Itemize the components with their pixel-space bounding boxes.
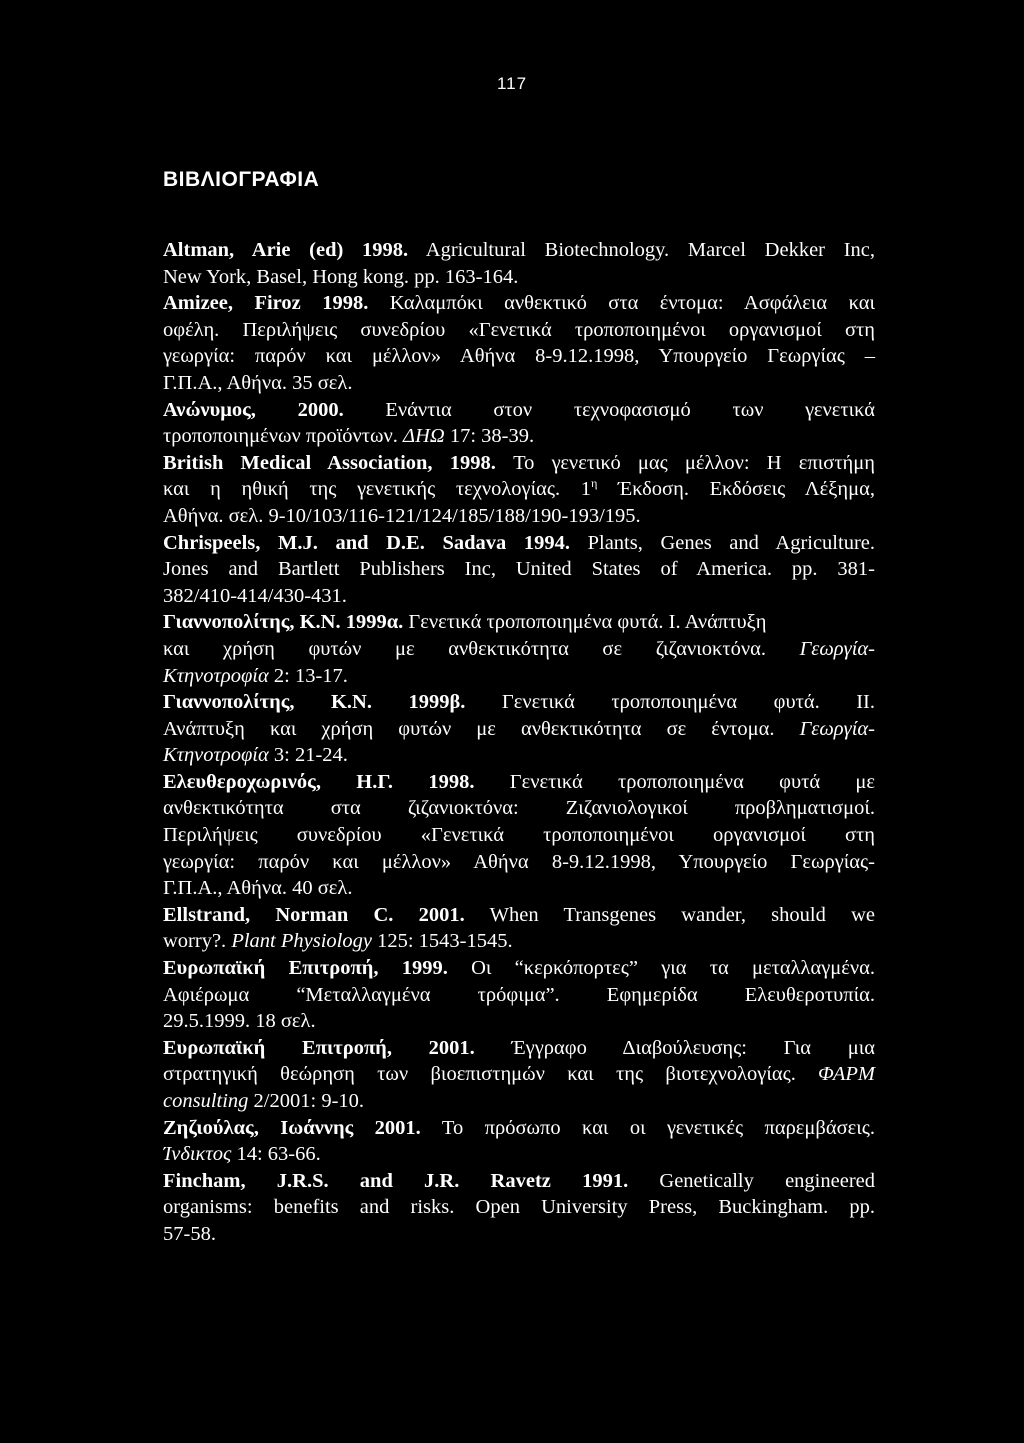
reference-text: η bbox=[591, 476, 598, 491]
reference-line bbox=[163, 476, 875, 503]
reference-text: οφέλη. Περιλήψεις συνεδρίου «Γενετικά τροποποιημένοι οργανισμοί στη bbox=[163, 318, 875, 341]
page-number: 117 bbox=[496, 74, 528, 93]
reference-list bbox=[163, 237, 875, 1248]
reference-line bbox=[163, 769, 875, 796]
reference-line bbox=[163, 822, 875, 849]
reference-text: 2: 13-17. bbox=[268, 664, 348, 687]
reference-entry bbox=[163, 609, 875, 689]
reference-text: Γ.Π.Α., Αθήνα. 40 σελ. bbox=[163, 877, 353, 900]
reference-text: Αθήνα. σελ. 9-10/103/116-121/124/185/188/190-193/195. bbox=[163, 504, 641, 527]
reference-author: British Medical Association, 1998. bbox=[163, 451, 496, 474]
reference-author: Chrispeels, M.J. and D.E. Sadava 1994. bbox=[163, 531, 570, 554]
reference-text: 29.5.1999. 18 σελ. bbox=[163, 1010, 316, 1033]
reference-entry bbox=[163, 902, 875, 955]
reference-author: Altman, Arie (ed) 1998. bbox=[163, 239, 409, 261]
reference-entry bbox=[163, 397, 875, 450]
reference-source: ΦΑΡΜ bbox=[818, 1063, 875, 1086]
reference-text: Περιλήψεις συνεδρίου «Γενετικά τροποποιημένοι οργανισμοί στη bbox=[163, 824, 875, 847]
reference-author: Ελευθεροχωρινός, Η.Γ. 1998. bbox=[163, 770, 475, 793]
reference-line bbox=[163, 317, 875, 344]
reference-line bbox=[163, 450, 875, 477]
reference-source: Ίνδικτος bbox=[163, 1143, 232, 1166]
reference-line bbox=[163, 530, 875, 557]
reference-line bbox=[163, 1221, 875, 1248]
reference-text: Αφιέρωμα “Μεταλλαγμένα τρόφιμα”. Εφημερίδα Ελευθεροτυπία. bbox=[163, 983, 875, 1006]
reference-text: 14: 63-66. bbox=[231, 1143, 321, 1166]
reference-source: Γεωργία- bbox=[799, 637, 875, 660]
reference-author: Ellstrand, Norman C. 2001. bbox=[163, 903, 465, 926]
reference-text: Το πρόσωπο και οι γενετικές παρεμβάσεις. bbox=[420, 1116, 875, 1139]
reference-line bbox=[163, 556, 875, 583]
reference-entry bbox=[163, 955, 875, 1035]
reference-text: γεωργία: παρόν και μέλλον» Αθήνα 8-9.12.1998, Υπουργείο Γεωργίας – bbox=[163, 345, 875, 368]
reference-line bbox=[163, 423, 875, 450]
reference-line bbox=[163, 397, 875, 424]
reference-text: και χρήση φυτών με ανθεκτικότητα σε ζιζανιοκτόνα. bbox=[163, 637, 800, 660]
reference-entry bbox=[163, 290, 875, 396]
reference-text: Genetically engineered bbox=[628, 1169, 875, 1192]
reference-text: Jones and Bartlett Publishers Inc, United States of America. pp. 381- bbox=[163, 558, 875, 581]
reference-text: τροποποιημένων προϊόντων. bbox=[163, 425, 404, 448]
reference-entry bbox=[163, 450, 875, 530]
reference-text: Γενετικά τροποποιημένα φυτά. ΙΙ. bbox=[465, 691, 876, 714]
reference-source: Κτηνοτροφία bbox=[163, 744, 269, 767]
reference-text: Το γενετικό μας μέλλον: Η επιστήμη bbox=[495, 451, 875, 474]
reference-line bbox=[163, 1088, 875, 1115]
reference-line bbox=[163, 1168, 875, 1195]
reference-line bbox=[163, 1035, 875, 1062]
reference-text: 17: 38-39. bbox=[444, 425, 535, 448]
reference-text: When Transgenes wander, should we bbox=[464, 903, 875, 926]
reference-text: Ενάντια στον τεχνοφασισμό των γενετικά bbox=[343, 398, 876, 421]
reference-text: New York, Basel, Hong kong. pp. 163-164. bbox=[163, 265, 519, 288]
reference-text: 3: 21-24. bbox=[268, 744, 348, 767]
reference-line bbox=[163, 795, 875, 822]
reference-line bbox=[163, 716, 875, 743]
reference-author: Ευρωπαϊκή Επιτροπή, 2001. bbox=[163, 1036, 475, 1059]
reference-text: Plants, Genes and Agriculture. bbox=[570, 531, 876, 554]
reference-text: 2/2001: 9-10. bbox=[248, 1090, 365, 1112]
reference-text: Έκδοση. Εκδόσεις Λέξημα, bbox=[597, 478, 875, 501]
reference-source: ΔΗΩ bbox=[403, 425, 445, 448]
reference-line bbox=[163, 1008, 875, 1035]
reference-entry bbox=[163, 1115, 875, 1168]
reference-author: Ζηζιούλας, Ιωάννης 2001. bbox=[163, 1116, 421, 1139]
reference-text: Γενετικά τροποποιημένα φυτά. Ι. Ανάπτυξη bbox=[403, 611, 767, 634]
reference-source: consulting bbox=[163, 1090, 249, 1112]
reference-text: Ανάπτυξη και χρήση φυτών με ανθεκτικότητα σε έντομα. bbox=[163, 717, 800, 740]
reference-line bbox=[163, 1061, 875, 1088]
reference-author: Γιαννοπολίτης, Κ.Ν. 1999β. bbox=[163, 691, 466, 714]
reference-author: Γιαννοπολίτης, Κ.Ν. 1999α. bbox=[163, 611, 404, 634]
reference-text: Γενετικά τροποποιημένα φυτά με bbox=[474, 770, 875, 793]
reference-entry bbox=[163, 769, 875, 902]
reference-line bbox=[163, 955, 875, 982]
reference-line bbox=[163, 503, 875, 530]
reference-text: στρατηγική θεώρηση των βιοεπιστημών και της βιοτεχνολογίας. bbox=[163, 1063, 819, 1086]
reference-text: Agricultural Biotechnology. Marcel Dekker Inc, bbox=[408, 239, 876, 261]
reference-line bbox=[163, 663, 875, 690]
reference-line bbox=[163, 609, 875, 636]
reference-line bbox=[163, 742, 875, 769]
reference-line bbox=[163, 583, 875, 610]
reference-text: Έγγραφο Διαβούλευσης: Για μια bbox=[474, 1036, 875, 1059]
reference-text: 57-58. bbox=[163, 1222, 216, 1245]
reference-line bbox=[163, 1194, 875, 1221]
reference-entry bbox=[163, 237, 875, 290]
reference-text: ανθεκτικότητα στα ζιζανιοκτόνα: Ζιζανιολογικοί προβληματισμοί. bbox=[163, 797, 875, 820]
reference-entry bbox=[163, 689, 875, 769]
reference-line bbox=[163, 1115, 875, 1142]
reference-author: Fincham, J.R.S. and J.R. Ravetz 1991. bbox=[163, 1169, 629, 1192]
reference-text: worry?. bbox=[163, 930, 232, 953]
reference-line bbox=[163, 875, 875, 902]
reference-text: organisms: benefits and risks. Open University Press, Buckingham. pp. bbox=[163, 1196, 875, 1219]
bibliography-heading: ΒΙΒΛΙΟΓΡΑΦΙΑ bbox=[163, 168, 320, 191]
reference-text: Οι “κερκόπορτες” για τα μεταλλαγμένα. bbox=[447, 957, 875, 980]
reference-source: Κτηνοτροφία bbox=[163, 664, 269, 687]
reference-author: Ανώνυμος, 2000. bbox=[163, 398, 344, 421]
reference-source: Plant Physiology bbox=[231, 930, 372, 953]
reference-author: Ευρωπαϊκή Επιτροπή, 1999. bbox=[163, 957, 448, 980]
reference-entry bbox=[163, 530, 875, 610]
reference-source: Γεωργία- bbox=[799, 717, 875, 740]
reference-line bbox=[163, 689, 875, 716]
reference-line bbox=[163, 902, 875, 929]
reference-line bbox=[163, 343, 875, 370]
reference-line bbox=[163, 264, 875, 291]
reference-line bbox=[163, 928, 875, 955]
reference-text: και η ηθική της γενετικής τεχνολογίας. 1 bbox=[163, 478, 592, 501]
reference-text: 382/410-414/430-431. bbox=[163, 584, 347, 607]
reference-line bbox=[163, 849, 875, 876]
reference-line bbox=[163, 636, 875, 663]
reference-line bbox=[163, 982, 875, 1009]
reference-text: γεωργία: παρόν και μέλλον» Αθήνα 8-9.12.1998, Υπουργείο Γεωργίας- bbox=[163, 850, 875, 873]
reference-text: Καλαμπόκι ανθεκτικό στα έντομα: Ασφάλεια και bbox=[368, 292, 875, 315]
reference-line bbox=[163, 1141, 875, 1168]
reference-entry bbox=[163, 1168, 875, 1248]
reference-line bbox=[163, 370, 875, 397]
reference-entry bbox=[163, 1035, 875, 1115]
reference-author: Amizee, Firoz 1998. bbox=[163, 292, 369, 315]
reference-line bbox=[163, 290, 875, 317]
reference-line bbox=[163, 237, 875, 264]
reference-text: 125: 1543-1545. bbox=[371, 930, 513, 953]
reference-text: Γ.Π.Α., Αθήνα. 35 σελ. bbox=[163, 371, 353, 394]
